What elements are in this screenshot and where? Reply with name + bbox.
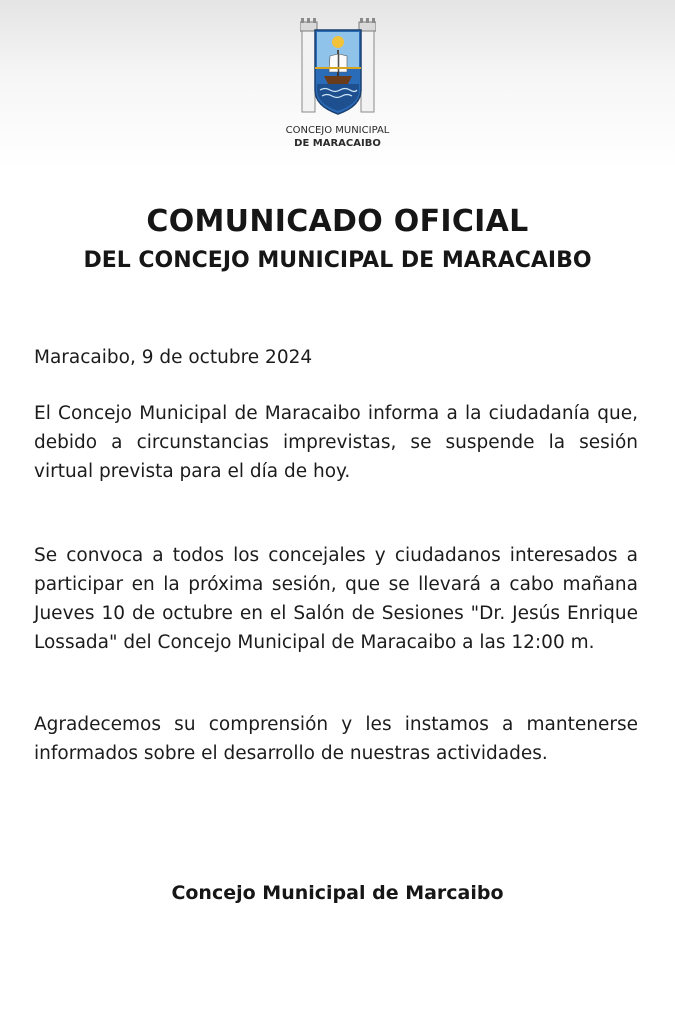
coat-of-arms-icon: [300, 16, 376, 116]
document-subtitle: DEL CONCEJO MUNICIPAL DE MARACAIBO: [83, 248, 592, 273]
paragraph-thanks: Agradecemos su comprensión y les instamos a mantenerse informados sobre el desarrollo de nuestras actividades.: [34, 714, 638, 764]
signature: Concejo Municipal de Marcaibo: [171, 882, 504, 904]
paragraph-convocation: Se convoca a todos los concejales y ciudadanos interesados a participar en la próxima sesión, que se llevará a cabo mañana Jueves 10 de octubre en el Salón de Sesiones "Dr. Jesús Enrique Lossada" del Concejo Municipal de Maracaibo a las 12:00 m.: [34, 545, 638, 653]
date-line: Maracaibo, 9 de octubre 2024: [34, 347, 313, 368]
document-title: COMUNICADO OFICIAL: [146, 204, 529, 239]
logo-caption: [0, 124, 675, 150]
logo-caption-line2: DE MARACAIBO: [294, 138, 381, 149]
logo-caption-line1: CONCEJO MUNICIPAL: [285, 125, 390, 136]
paragraph-suspension: El Concejo Municipal de Maracaibo informa a la ciudadanía que, debido a circunstancias imprevistas, se suspende la sesión virtual prevista para el día de hoy.: [34, 403, 638, 482]
logo-block: [0, 16, 675, 150]
